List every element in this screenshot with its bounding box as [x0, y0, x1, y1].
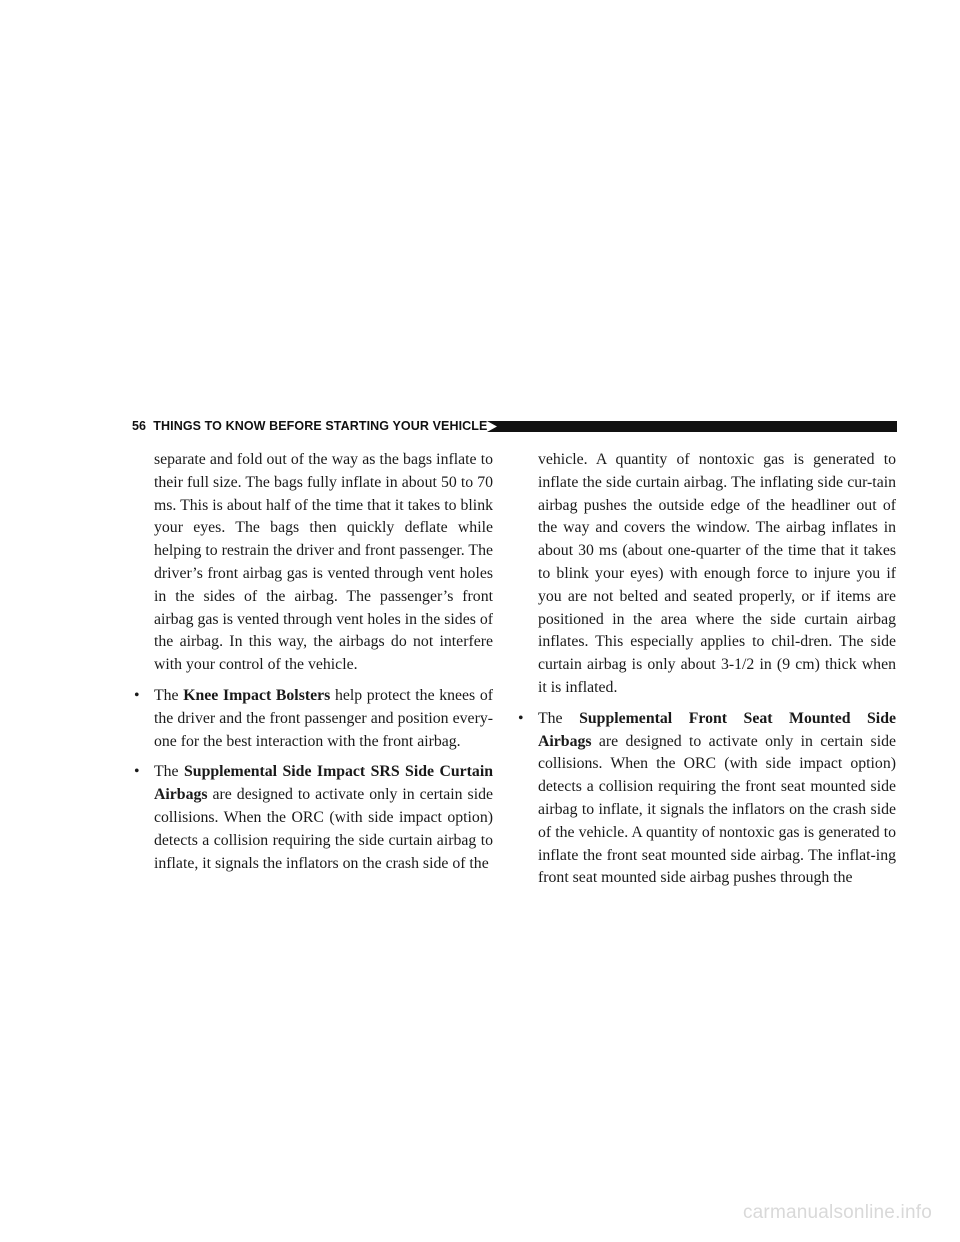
bullet-body: help protect the knees of the driver and the front passenger and position every-one for the best interaction with the front airbag.: [154, 686, 494, 750]
page-number: 56: [132, 419, 147, 433]
bullet-icon: •: [518, 709, 524, 727]
bullet-term: Supplemental Front Seat Mounted Side Airbags: [538, 709, 896, 750]
bullet-item-knee-bolsters: [132, 685, 493, 753]
bullet-term: Supplemental Side Impact SRS Side Curtain Airbags: [154, 763, 494, 804]
watermark: carmanualsonline.info: [742, 1202, 932, 1223]
right-column: [516, 449, 896, 898]
bullet-text: [154, 685, 493, 753]
header-text: [132, 419, 487, 433]
bullet-text: [538, 708, 896, 890]
header-rule-bar: [487, 421, 897, 432]
continuation-paragraph: vehicle. A quantity of nontoxic gas is generated to inflate the side curtain airbag. The inflating side cur-tain airbag pushes the outside edge of the headliner out of the way and covers the window. The airbag inflates in about 30 ms (about one-quarter of the time that it takes to blink your eyes) with enough force to injure you if you are not belted and seated properly, or if items are positioned in the area where the side curtain airbag inflates. This especially applies to chil-dren. The side curtain airbag is only about 3-1/2 in (9 cm) thick when it is inflated.: [538, 451, 896, 696]
bullet-icon: •: [134, 763, 140, 781]
section-title: THINGS TO KNOW BEFORE STARTING YOUR VEHICLE: [153, 419, 488, 433]
running-header: [132, 418, 897, 438]
bullet-item-seat-side-airbags: [516, 708, 896, 890]
bullet-text: [154, 761, 493, 875]
bullet-icon: •: [134, 686, 140, 704]
bullet-body: are designed to activate only in certain side collisions. When the ORC (with side impact option) detects a collision requiring the front seat mounted side airbag to inflate, it signals the inflators on the crash side of the vehicle. A quantity of nontoxic gas is generated to inflate the front seat mounted side airbag. The inflat-ing front seat mounted side airbag pushes through the: [538, 732, 896, 887]
bullet-lead: The: [538, 709, 563, 727]
bullet-body: are designed to activate only in certain side collisions. When the ORC (with side impact option) detects a collision requiring the side curtain airbag to inflate, it signals the inflators on the crash side of the: [154, 786, 493, 872]
bullet-lead: The: [154, 763, 179, 781]
continuation-paragraph: separate and fold out of the way as the bags inflate to their full size. The bags fully inflate in about 50 to 70 ms. This is about half of the time that it takes to blink your eyes. The bags then quickly deflate while helping to restrain the driver and front passenger. The driver’s front airbag gas is vented through vent holes in the sides of the airbag. The passenger’s front airbag gas is vented through vent holes in the sides of the airbag. In this way, the airbags do not interfere with your control of the vehicle.: [154, 451, 493, 674]
bullet-lead: The: [154, 686, 179, 704]
bullet-term: Knee Impact Bolsters: [183, 686, 331, 704]
bullet-item-side-curtain-airbags: [132, 761, 493, 875]
left-column: [132, 449, 493, 883]
